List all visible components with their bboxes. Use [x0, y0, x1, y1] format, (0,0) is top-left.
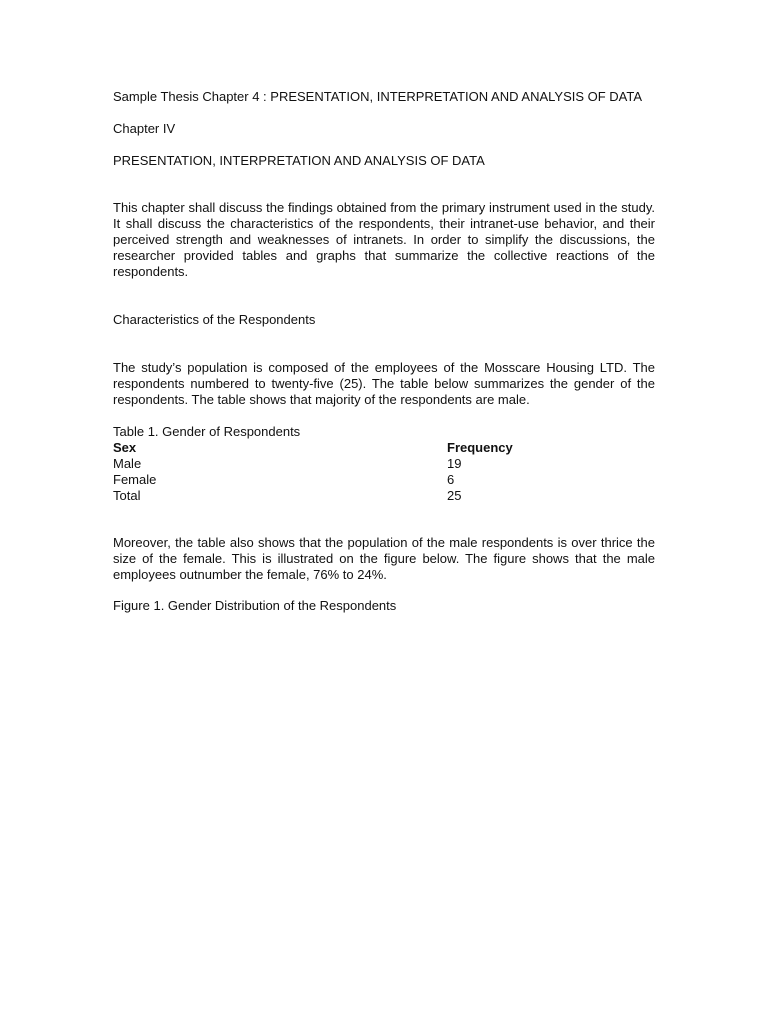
- table-row: [113, 472, 533, 488]
- section-heading: Characteristics of the Respondents: [113, 312, 316, 327]
- table-cell-frequency: 6: [447, 472, 455, 487]
- intro-paragraph: This chapter shall discuss the findings obtained from the primary instrument used in the study. It shall discuss the characteristics of the respondents, their intranet-use behavior, and their perceived strength and weaknesses of intranets. In order to simplify the discussions, the researcher provided tables and graphs that summarize the collective reactions of the respondents.: [113, 200, 655, 279]
- chapter-label: Chapter IV: [113, 121, 176, 136]
- chapter-title: PRESENTATION, INTERPRETATION AND ANALYSIS OF DATA: [113, 153, 485, 168]
- table-cell-frequency: 25: [447, 488, 462, 503]
- table-cell-sex: Female: [113, 472, 157, 487]
- table-cell-frequency: 19: [447, 456, 462, 471]
- moreover-paragraph: Moreover, the table also shows that the population of the male respondents is over thrice the size of the female. This is illustrated on the figure below. The figure shows that the male employees outnumber the female, 76% to 24%.: [113, 535, 655, 582]
- document-title: Sample Thesis Chapter 4 : PRESENTATION, INTERPRETATION AND ANALYSIS OF DATA: [113, 89, 643, 104]
- column-header-frequency: Frequency: [447, 440, 513, 455]
- table-row: [113, 456, 533, 472]
- table-header-row: [113, 440, 533, 456]
- document-page: [113, 89, 655, 614]
- figure-caption: Figure 1. Gender Distribution of the Respondents: [113, 598, 397, 613]
- table-row: [113, 488, 533, 504]
- gender-frequency-table: [113, 440, 533, 504]
- column-header-sex: Sex: [113, 440, 137, 455]
- table-caption: Table 1. Gender of Respondents: [113, 424, 301, 439]
- table-cell-sex: Male: [113, 456, 142, 471]
- population-paragraph: The study’s population is composed of the employees of the Mosscare Housing LTD. The respondents numbered to twenty-five (25). The table below summarizes the gender of the respondents. The table shows that majority of the respondents are male.: [113, 360, 655, 407]
- table-cell-sex: Total: [113, 488, 141, 503]
